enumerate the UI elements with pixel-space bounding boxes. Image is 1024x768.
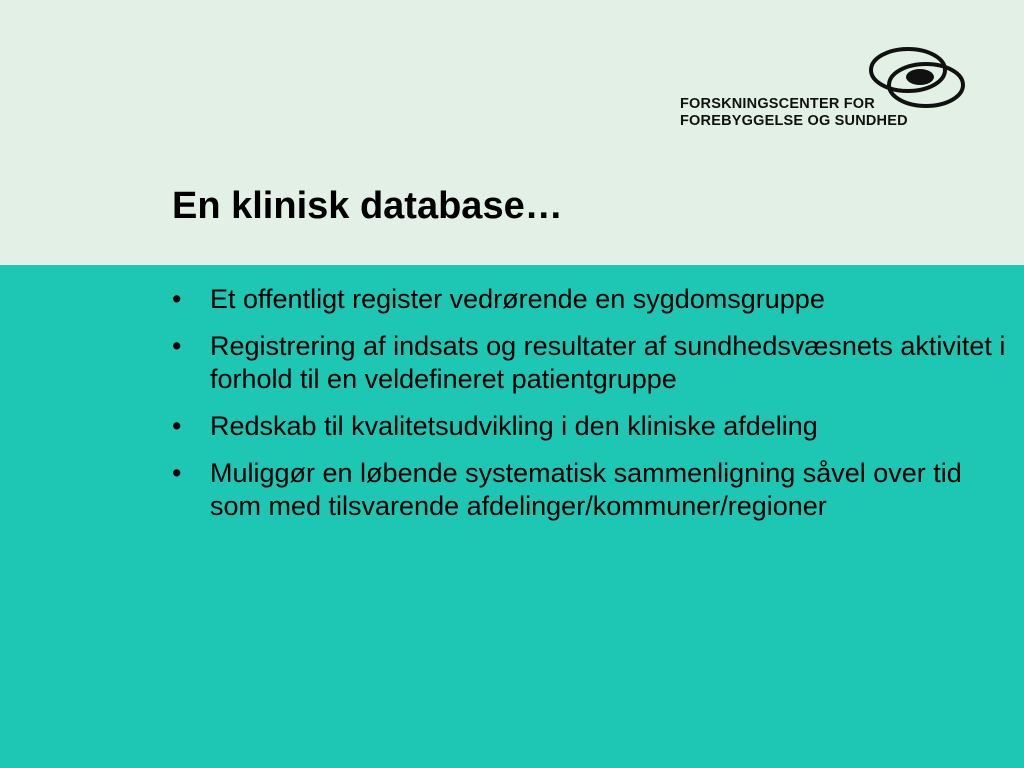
slide-title: En klinisk database… (172, 185, 563, 227)
bullet-item (0, 410, 1020, 443)
bullet-text: Redskab til kvalitetsudvikling i den kliniske afdeling (210, 411, 818, 441)
bullet-item (0, 457, 1020, 523)
bullet-marker: • (172, 411, 182, 441)
bullet-marker: • (172, 458, 182, 488)
logo-line-1: FORSKNINGSCENTER FOR (680, 96, 875, 112)
slide-header (0, 0, 1024, 265)
organization-logo (680, 40, 980, 140)
bullet-item (0, 283, 1020, 316)
bullet-text: Et offentligt register vedrørende en sygdomsgruppe (210, 284, 825, 314)
bullet-text: Registrering af indsats og resultater af sundhedsvæsnets aktivitet i forhold til en veldefineret patientgruppe (210, 331, 1006, 394)
logo-line-2: FOREBYGGELSE OG SUNDHED (680, 113, 908, 129)
bullet-marker: • (172, 331, 182, 361)
bullet-item (0, 330, 1020, 396)
logo-text (680, 96, 908, 130)
bullet-text: Muliggør en løbende systematisk sammenligning såvel over tid som med tilsvarende afdelinger/kommuner/regioner (210, 458, 962, 521)
bullet-marker: • (172, 284, 182, 314)
slide-content (0, 265, 1024, 768)
bullet-list (0, 283, 1020, 537)
